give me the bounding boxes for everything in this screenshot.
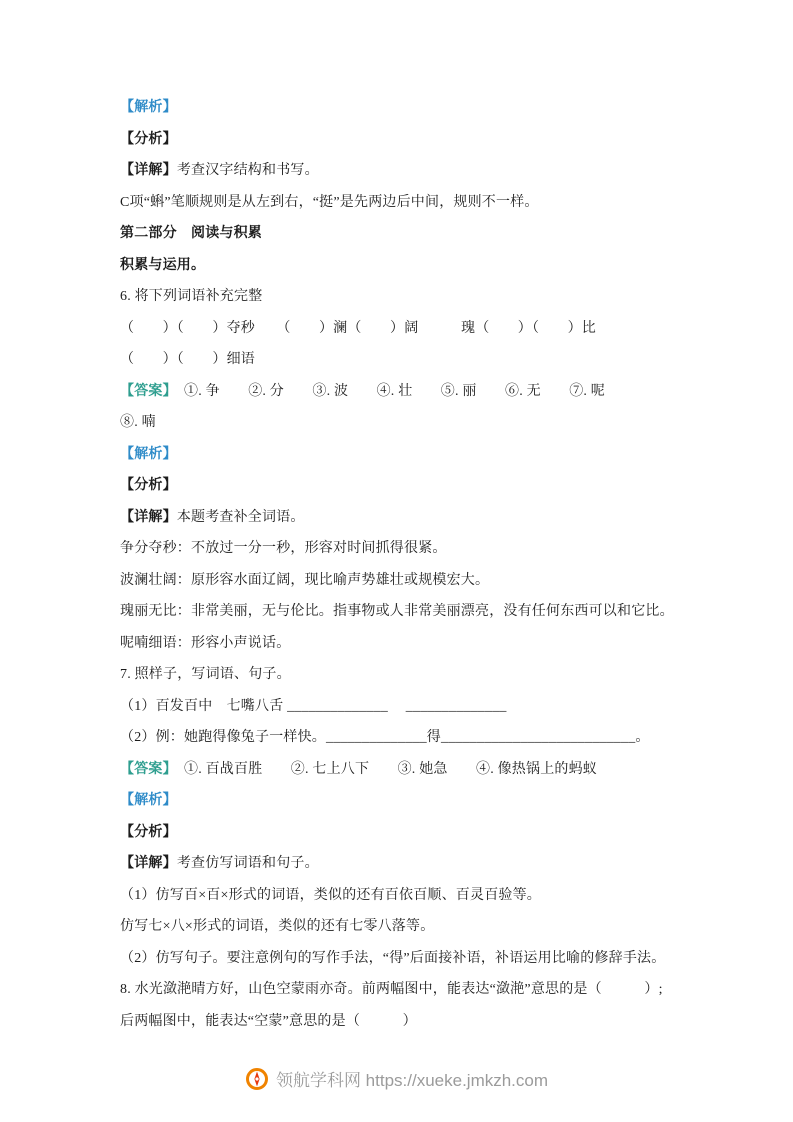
q6-explanation-text-1 <box>120 533 693 565</box>
text-segment: 考查汉字结构和书写。 <box>176 163 319 178</box>
text-segment: 8. 水光潋滟晴方好，山色空蒙雨亦奇。前两幅图中，能表达“潋滟”意思的是（ ）; <box>120 982 663 997</box>
q6-xiangjie-line <box>120 502 693 534</box>
q6-fenxi-label-line <box>120 470 693 502</box>
analysis-label: 【解析】 <box>120 100 177 115</box>
q5-explanation-text <box>120 187 693 219</box>
footer-site-text: 领航学科网 https://xueke.jmkzh.com <box>275 1071 549 1090</box>
q7-explanation-text-3 <box>120 943 693 975</box>
text-segment: （2）仿写句子。要注意例句的写作手法，“得”后面接补语，补语运用比喻的修辞手法。 <box>120 950 666 966</box>
q7-explanation-text-1 <box>120 880 693 912</box>
text-segment: ①. 争 ②. 分 ③. 波 ④. 壮 ⑤. 丽 ⑥. 无 ⑦. 呢 <box>169 383 606 399</box>
section-heading <box>120 218 693 250</box>
text-segment: 本题考查补全词语。 <box>176 509 305 525</box>
text-segment: 第二部分 阅读与积累 <box>120 226 262 241</box>
q7-explanation-text-2 <box>120 911 693 943</box>
text-segment: 【分析】 <box>120 478 177 493</box>
text-segment: 积累与运用。 <box>120 257 206 273</box>
text-segment: 【分析】 <box>120 131 177 147</box>
text-segment: 瑰丽无比：非常美丽，无与伦比。指事物或人非常美丽漂亮，没有任何东西可以和它比。 <box>120 604 674 619</box>
text-segment: （ ）（ ）细语 <box>120 352 255 367</box>
question-8-title-line-1 <box>120 974 693 1006</box>
q6-explanation-text-2 <box>120 565 693 597</box>
question-6-answer-continued <box>120 407 693 439</box>
question-7-item-2 <box>120 722 693 754</box>
subsection-heading <box>120 250 693 282</box>
question-8-title-line-2 <box>120 1006 693 1038</box>
text-segment: ⑧. 喃 <box>120 415 156 430</box>
q6-jiexi-label-line <box>120 439 693 471</box>
text-segment: （1）百发百中 七嘴八舌 ______________ ______________ <box>120 698 507 714</box>
text-segment: （ ）（ ）夺秒 （ ）澜（ ）阔 瑰（ ）（ ）比 <box>120 320 596 336</box>
text-segment: 后两幅图中，能表达“空蒙”意思的是（ ） <box>120 1013 417 1029</box>
question-6-answer-line <box>120 376 693 408</box>
text-segment: 波澜壮阔：原形容水面辽阔，现比喻声势雄壮或规模宏大。 <box>120 572 490 588</box>
q5-jiexi-label-line <box>120 92 693 124</box>
text-segment: 争分夺秒：不放过一分一秒，形容对时间抓得很紧。 <box>120 541 447 556</box>
text-segment: ①. 百战百胜 ②. 七上八下 ③. 她急 ④. 像热锅上的蚂蚁 <box>169 761 598 777</box>
answer-label: 【答案】 <box>120 383 170 399</box>
q5-xiangjie-line <box>120 155 693 187</box>
text-segment: 【详解】 <box>120 163 177 178</box>
q7-jiexi-label-line <box>120 785 693 817</box>
text-segment: C项“蝌”笔顺规则是从左到右，“挺”是先两边后中间，规则不一样。 <box>120 194 539 210</box>
answer-label: 【答案】 <box>120 761 170 777</box>
footer-watermark <box>0 1066 793 1091</box>
text-segment: 【分析】 <box>120 824 177 840</box>
text-segment: 仿写七×八×形式的词语，类似的还有七零八落等。 <box>120 919 435 934</box>
document-body <box>120 92 693 1037</box>
question-7-item-1 <box>120 691 693 723</box>
question-6-blanks-row-1 <box>120 313 693 345</box>
text-segment: 呢喃细语：形容小声说话。 <box>120 635 291 651</box>
question-6-blanks-row-2 <box>120 344 693 376</box>
text-segment: （2）例：她跑得像兔子一样快。______________得___________________________。 <box>120 730 650 745</box>
q7-xiangjie-line <box>120 848 693 880</box>
analysis-label: 【解析】 <box>120 446 177 462</box>
question-7-answer-line <box>120 754 693 786</box>
text-segment: （1）仿写百×百×形式的词语，类似的还有百依百顺、百灵百验等。 <box>120 887 541 903</box>
text-segment: 【详解】 <box>120 856 177 871</box>
q7-fenxi-label-line <box>120 817 693 849</box>
q6-explanation-text-3 <box>120 596 693 628</box>
text-segment: 7. 照样子，写词语、句子。 <box>120 667 291 682</box>
site-logo-icon <box>245 1067 269 1091</box>
analysis-label: 【解析】 <box>120 793 177 808</box>
question-7-title <box>120 659 693 691</box>
q5-fenxi-label-line <box>120 124 693 156</box>
question-6-title <box>120 281 693 313</box>
q6-explanation-text-4 <box>120 628 693 660</box>
text-segment: 【详解】 <box>120 509 177 525</box>
text-segment: 6. 将下列词语补充完整 <box>120 289 263 304</box>
text-segment: 考查仿写词语和句子。 <box>176 856 319 871</box>
